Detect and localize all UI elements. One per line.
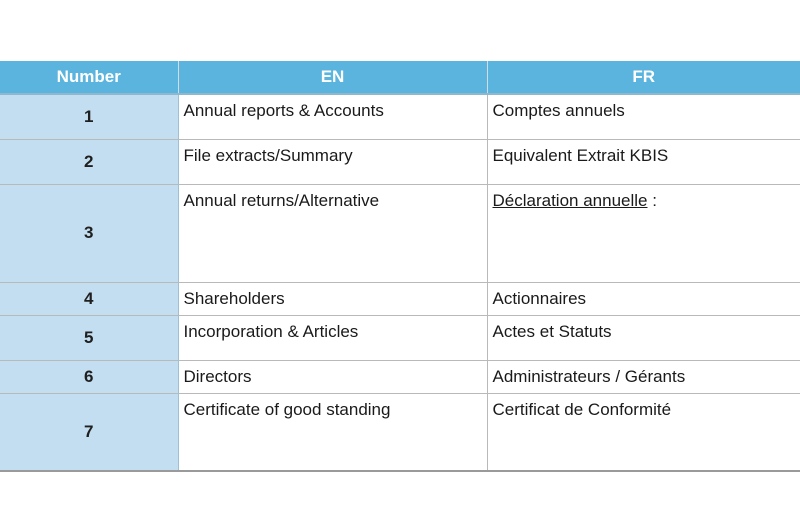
row-number: 3	[0, 184, 178, 282]
table-row	[0, 184, 800, 282]
translation-table	[0, 61, 800, 472]
row-number: 6	[0, 360, 178, 393]
row-en: Shareholders	[178, 282, 487, 315]
row-number: 7	[0, 393, 178, 471]
row-fr: Actes et Statuts	[487, 315, 800, 360]
header-number: Number	[0, 61, 178, 94]
row-en: Annual reports & Accounts	[178, 94, 487, 139]
header-fr: FR	[487, 61, 800, 94]
table-header-row	[0, 61, 800, 94]
table-row	[0, 360, 800, 393]
row-fr: Administrateurs / Gérants	[487, 360, 800, 393]
row-number: 2	[0, 139, 178, 184]
table-row	[0, 139, 800, 184]
row-fr: Equivalent Extrait KBIS	[487, 139, 800, 184]
row-en: Certificate of good standing	[178, 393, 487, 471]
row-fr: Certificat de Conformité	[487, 393, 800, 471]
row-fr	[487, 184, 800, 282]
table-row	[0, 282, 800, 315]
row-en: Annual returns/Alternative	[178, 184, 487, 282]
table-row	[0, 94, 800, 139]
row-fr: Actionnaires	[487, 282, 800, 315]
translation-table-container	[0, 61, 800, 472]
table-row	[0, 315, 800, 360]
row-number: 1	[0, 94, 178, 139]
row-number: 5	[0, 315, 178, 360]
header-en: EN	[178, 61, 487, 94]
row-fr-suffix: :	[647, 190, 657, 210]
table-row	[0, 393, 800, 471]
row-fr: Comptes annuels	[487, 94, 800, 139]
row-en: Directors	[178, 360, 487, 393]
row-fr-underlined: Déclaration annuelle	[492, 190, 648, 210]
row-en: File extracts/Summary	[178, 139, 487, 184]
row-en: Incorporation & Articles	[178, 315, 487, 360]
row-number: 4	[0, 282, 178, 315]
